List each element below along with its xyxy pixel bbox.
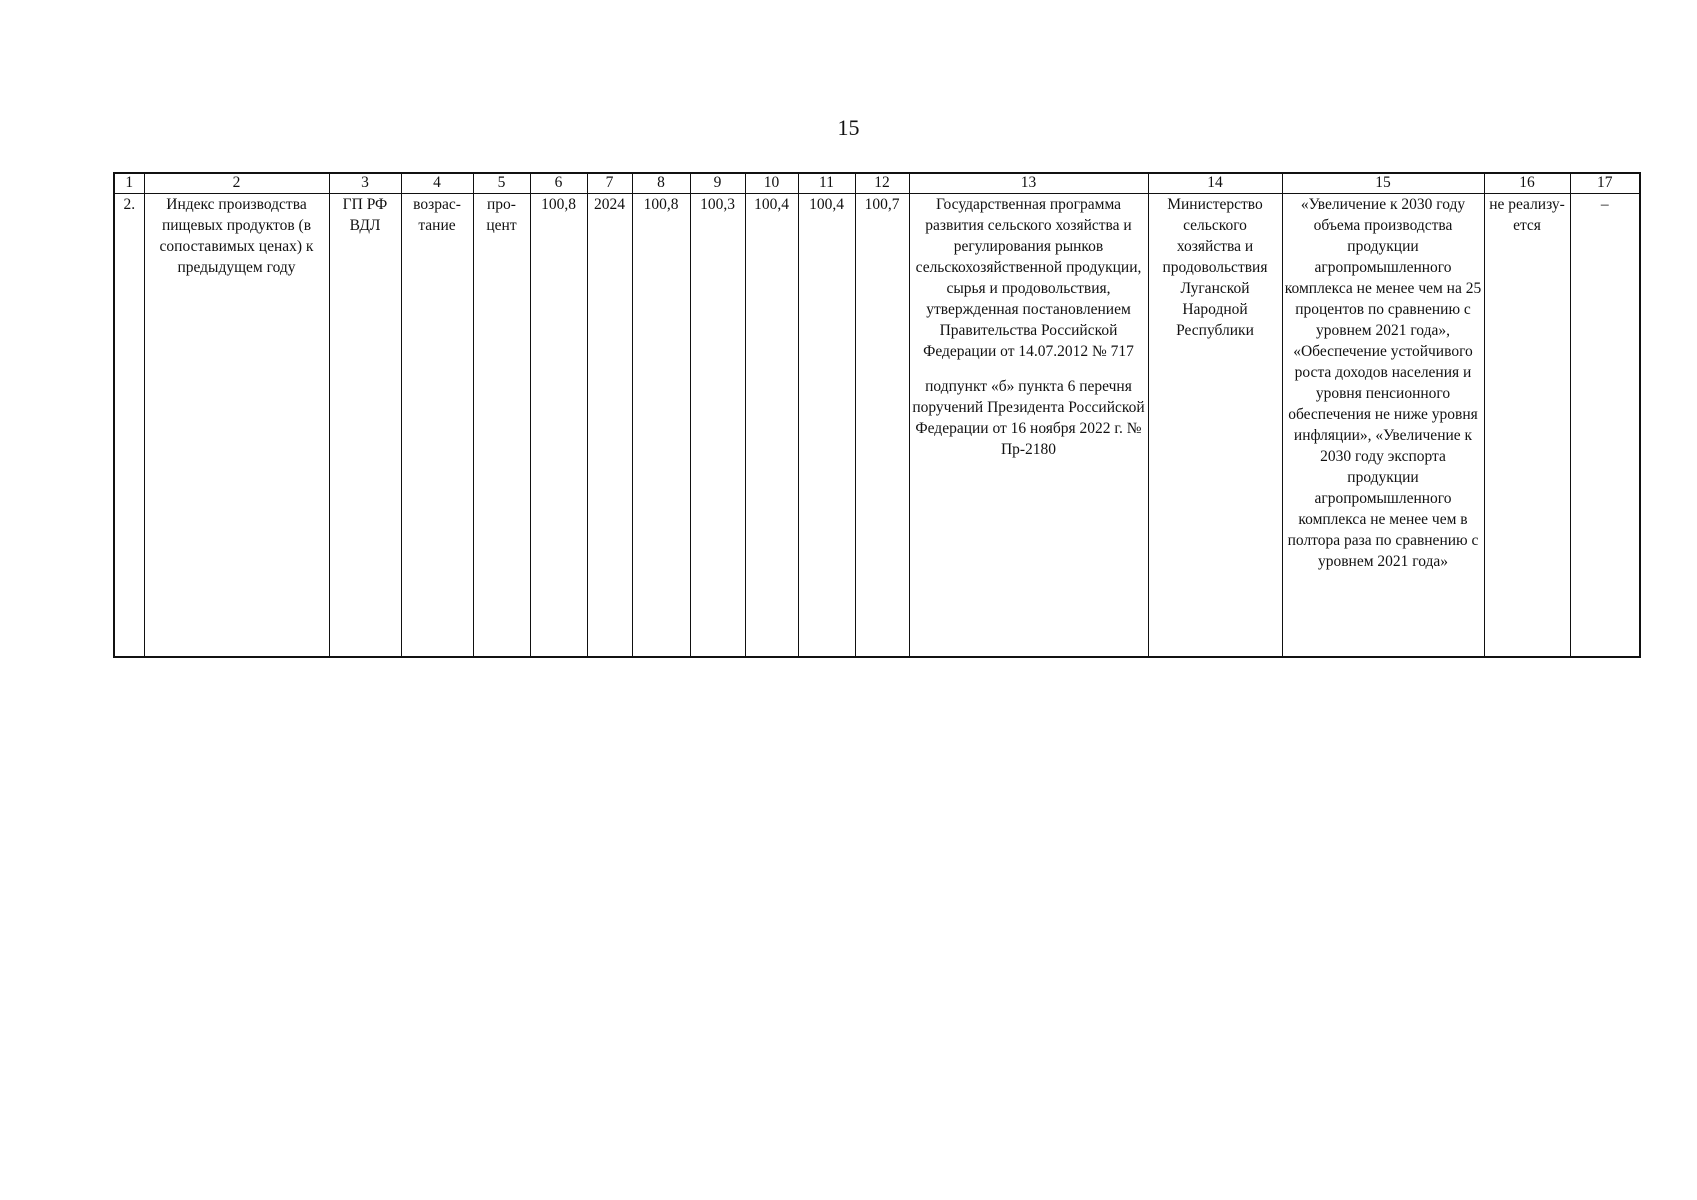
column-header: 2: [144, 173, 329, 194]
column-header: 1: [114, 173, 144, 194]
responsible-body-cell: Министерство сельского хозяйства и продовольствия Луганской Народной Республики: [1148, 194, 1282, 657]
value-cell-10: 100,4: [745, 194, 798, 657]
presidential-order-reference: подпункт «б» пункта 6 перечня поручений Президента Российской Федерации от 16 ноября 2022 г. № Пр-2180: [912, 378, 1145, 458]
note-cell: –: [1570, 194, 1640, 657]
column-header: 10: [745, 173, 798, 194]
paragraph-gap: [912, 362, 1146, 376]
status-cell: не реализу- ется: [1484, 194, 1570, 657]
column-header: 13: [909, 173, 1148, 194]
column-header: 9: [690, 173, 745, 194]
national-goals-cell: «Увеличение к 2030 году объема производства продукции агропромышленного комплекса не менее чем на 25 процентов по сравнению с уровнем 2021 года», «Обеспечение устойчивого роста доходов населения и уровня пенсионного обеспечения не ниже уровня инфляции», «Увеличение к 2030 году экспорта продукции агропромышленного комплекса не менее чем в полтора раза по сравнению с уровнем 2021 года»: [1282, 194, 1484, 657]
value-cell-11: 100,4: [798, 194, 855, 657]
column-header: 7: [587, 173, 632, 194]
column-header: 3: [329, 173, 401, 194]
column-header: 8: [632, 173, 690, 194]
value-cell-7: 2024: [587, 194, 632, 657]
value-cell-12: 100,7: [855, 194, 909, 657]
column-header: 16: [1484, 173, 1570, 194]
row-number-cell: 2.: [114, 194, 144, 657]
value-cell-6: 100,8: [530, 194, 587, 657]
column-header: 6: [530, 173, 587, 194]
column-header: 4: [401, 173, 473, 194]
page-number: 15: [837, 115, 860, 140]
value-cell-8: 100,8: [632, 194, 690, 657]
column-header: 15: [1282, 173, 1484, 194]
column-header: 11: [798, 173, 855, 194]
direction-cell: возрас- тание: [401, 194, 473, 657]
column-header: 17: [1570, 173, 1640, 194]
table-row: [114, 194, 1640, 657]
indicators-table: [113, 172, 1641, 658]
column-header: 14: [1148, 173, 1282, 194]
value-cell-9: 100,3: [690, 194, 745, 657]
document-basis-cell: [909, 194, 1148, 657]
program-reference: Государственная программа развития сельского хозяйства и регулирования рынков сельскохозяйственной продукции, сырья и продовольствия, утвержденная постановлением Правительства Российской Федерации от 14.07.2012 № 717: [915, 196, 1142, 360]
header-row: [114, 173, 1640, 194]
indicator-name-cell: Индекс производства пищевых продуктов (в сопоставимых ценах) к предыдущем году: [144, 194, 329, 657]
source-cell: ГП РФ ВДЛ: [329, 194, 401, 657]
column-header: 5: [473, 173, 530, 194]
unit-cell: про- цент: [473, 194, 530, 657]
column-header: 12: [855, 173, 909, 194]
